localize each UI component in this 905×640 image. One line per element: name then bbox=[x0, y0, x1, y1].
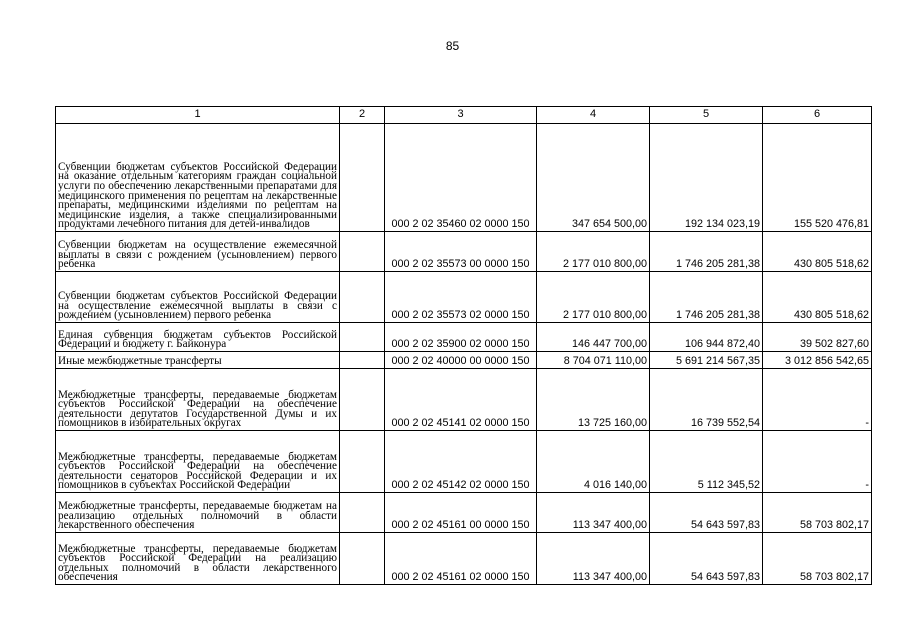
header-col-4: 4 bbox=[537, 107, 650, 124]
table-row bbox=[56, 232, 872, 272]
row-description: Межбюджетные трансферты, передаваемые бюджетам на реализацию отдельных полномочий в области лекарственного обеспечения bbox=[56, 493, 340, 533]
table-row bbox=[56, 323, 872, 352]
row-col2 bbox=[340, 323, 385, 352]
row-col4: 113 347 400,00 bbox=[537, 533, 650, 585]
table-row bbox=[56, 533, 872, 585]
row-col4: 113 347 400,00 bbox=[537, 493, 650, 533]
row-description: Иные межбюджетные трансферты bbox=[56, 352, 340, 369]
row-col2 bbox=[340, 431, 385, 493]
table-row bbox=[56, 369, 872, 431]
row-col4: 8 704 071 110,00 bbox=[537, 352, 650, 369]
row-code: 000 2 02 35573 00 0000 150 bbox=[385, 232, 537, 272]
budget-table bbox=[55, 106, 872, 585]
row-col4: 2 177 010 800,00 bbox=[537, 272, 650, 323]
row-description: Межбюджетные трансферты, передаваемые бюджетам субъектов Российской Федерации на обеспечение деятельности депутатов Государственной Думы и их помощников в избирательных округах bbox=[56, 369, 340, 431]
header-col-2: 2 bbox=[340, 107, 385, 124]
table-row bbox=[56, 272, 872, 323]
row-col6: 3 012 856 542,65 bbox=[763, 352, 872, 369]
row-col6: 58 703 802,17 bbox=[763, 533, 872, 585]
row-col2 bbox=[340, 369, 385, 431]
header-col-5: 5 bbox=[650, 107, 763, 124]
row-code: 000 2 02 35573 02 0000 150 bbox=[385, 272, 537, 323]
table-header bbox=[56, 107, 872, 124]
row-col5: 5 112 345,52 bbox=[650, 431, 763, 493]
row-col5: 5 691 214 567,35 bbox=[650, 352, 763, 369]
row-code: 000 2 02 40000 00 0000 150 bbox=[385, 352, 537, 369]
row-col2 bbox=[340, 533, 385, 585]
row-col6: 58 703 802,17 bbox=[763, 493, 872, 533]
row-col5: 106 944 872,40 bbox=[650, 323, 763, 352]
row-col5: 54 643 597,83 bbox=[650, 533, 763, 585]
table-body bbox=[56, 124, 872, 585]
row-description: Субвенции бюджетам субъектов Российской Федерации на осуществление ежемесячной выплаты в связи с рождением (усыновлением) первого ребенка bbox=[56, 272, 340, 323]
row-description: Субвенции бюджетам на осуществление ежемесячной выплаты в связи с рождением (усыновлением) первого ребенка bbox=[56, 232, 340, 272]
row-col6: 39 502 827,60 bbox=[763, 323, 872, 352]
row-col5: 54 643 597,83 bbox=[650, 493, 763, 533]
row-col5: 192 134 023,19 bbox=[650, 124, 763, 232]
row-code: 000 2 02 35900 02 0000 150 bbox=[385, 323, 537, 352]
table-row bbox=[56, 124, 872, 232]
row-col6: 430 805 518,62 bbox=[763, 272, 872, 323]
row-code: 000 2 02 45142 02 0000 150 bbox=[385, 431, 537, 493]
row-col4: 13 725 160,00 bbox=[537, 369, 650, 431]
row-col2 bbox=[340, 493, 385, 533]
table-row bbox=[56, 431, 872, 493]
row-description: Субвенции бюджетам субъектов Российской Федерации на оказание отдельным категориям граждан социальной услуги по обеспечению лекарственными препаратами для медицинского применения по рецептам на лекарственные препараты, медицинскими изделиями по рецептам на медицинские изделия, а также специализированными продуктами лечебного питания для детей-инвалидов bbox=[56, 124, 340, 232]
table-row bbox=[56, 352, 872, 369]
row-code: 000 2 02 45161 00 0000 150 bbox=[385, 493, 537, 533]
row-col2 bbox=[340, 352, 385, 369]
row-col5: 1 746 205 281,38 bbox=[650, 272, 763, 323]
row-col6: 155 520 476,81 bbox=[763, 124, 872, 232]
row-col2 bbox=[340, 124, 385, 232]
row-col5: 16 739 552,54 bbox=[650, 369, 763, 431]
page-number: 85 bbox=[445, 39, 460, 53]
row-code: 000 2 02 35460 02 0000 150 bbox=[385, 124, 537, 232]
header-col-3: 3 bbox=[385, 107, 537, 124]
row-col6: 430 805 518,62 bbox=[763, 232, 872, 272]
row-col4: 2 177 010 800,00 bbox=[537, 232, 650, 272]
row-col4: 347 654 500,00 bbox=[537, 124, 650, 232]
header-col-6: 6 bbox=[763, 107, 872, 124]
row-col2 bbox=[340, 272, 385, 323]
row-col6: - bbox=[763, 369, 872, 431]
row-code: 000 2 02 45161 02 0000 150 bbox=[385, 533, 537, 585]
row-col6: - bbox=[763, 431, 872, 493]
table-row bbox=[56, 493, 872, 533]
row-col5: 1 746 205 281,38 bbox=[650, 232, 763, 272]
row-col4: 4 016 140,00 bbox=[537, 431, 650, 493]
row-description: Межбюджетные трансферты, передаваемые бюджетам субъектов Российской Федерации на реализацию отдельных полномочий в области лекарственного обеспечения bbox=[56, 533, 340, 585]
row-description: Межбюджетные трансферты, передаваемые бюджетам субъектов Российской Федерации на обеспечение деятельности сенаторов Российской Федерации и их помощников в субъектах Российской Федерации bbox=[56, 431, 340, 493]
row-description: Единая субвенция бюджетам субъектов Российской Федерации и бюджету г. Байконура bbox=[56, 323, 340, 352]
header-row bbox=[56, 107, 872, 124]
header-col-1: 1 bbox=[56, 107, 340, 124]
row-col4: 146 447 700,00 bbox=[537, 323, 650, 352]
row-code: 000 2 02 45141 02 0000 150 bbox=[385, 369, 537, 431]
row-col2 bbox=[340, 232, 385, 272]
